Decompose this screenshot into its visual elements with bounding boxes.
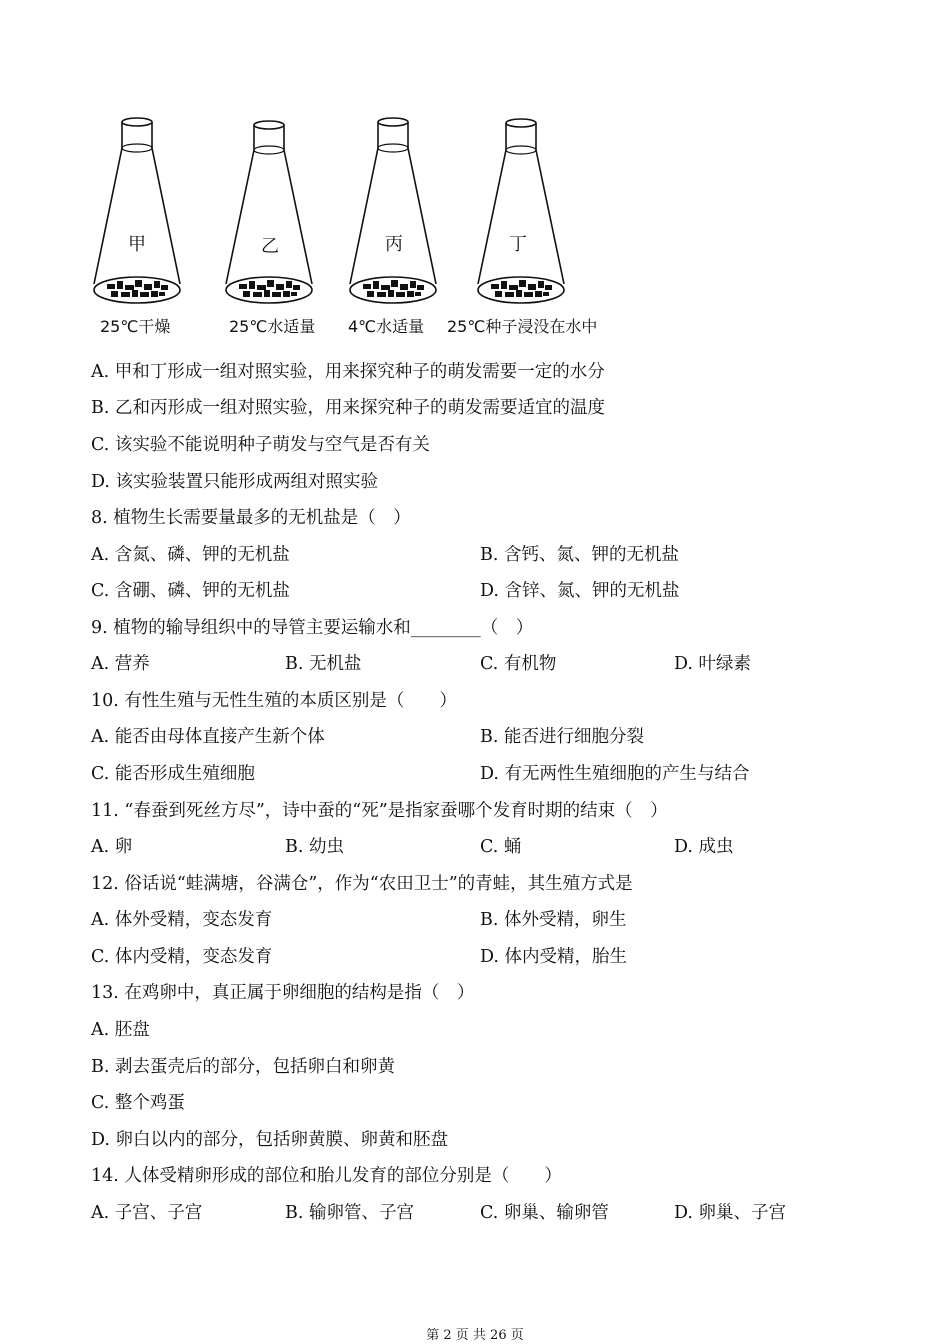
q10-stem: 10. 有性生殖与无性生殖的本质区别是（ ）: [91, 691, 457, 711]
q8-stem: 8. 植物生长需要量最多的无机盐是（ ）: [91, 508, 411, 528]
q12-option-d: D. 体内受精，胎生: [480, 947, 628, 967]
flask-yi: [226, 121, 312, 303]
q9-option-d: D. 叶绿素: [674, 654, 752, 674]
flask-label-bing: 丙: [385, 234, 403, 255]
q14-option-c: C. 卵巢、输卵管: [480, 1203, 609, 1223]
flask-label-jia: 甲: [128, 234, 146, 255]
flask-label-yi: 乙: [261, 236, 279, 257]
flask-jia: [94, 118, 180, 303]
q12-option-a: A. 体外受精，变态发育: [91, 910, 273, 930]
q12-option-b: B. 体外受精，卵生: [480, 910, 627, 930]
q13-option-d: D. 卵白以内的部分，包括卵黄膜、卵黄和胚盘: [91, 1130, 449, 1150]
flask-experiment-figure: [80, 108, 640, 340]
q11-option-a: A. 卵: [91, 837, 133, 857]
q14-stem: 14. 人体受精卵形成的部位和胎儿发育的部位分别是（ ）: [91, 1166, 562, 1186]
q14-option-a: A. 子宫、子宫: [91, 1203, 203, 1223]
q11-stem: 11. “春蚕到死丝方尽”，诗中蚕的“死”是指家蚕哪个发育时期的结束（ ）: [91, 801, 668, 821]
q9-stem: 9. 植物的输导组织中的导管主要运输水和________（ ）: [91, 618, 534, 638]
q10-option-c: C. 能否形成生殖细胞: [91, 764, 255, 784]
q14-option-d: D. 卵巢、子宫: [674, 1203, 787, 1223]
q10-option-a: A. 能否由母体直接产生新个体: [91, 727, 325, 747]
q10-option-b: B. 能否进行细胞分裂: [480, 727, 644, 747]
flask-ding: [478, 119, 564, 303]
q12-option-c: C. 体内受精，变态发育: [91, 947, 273, 967]
q13-stem: 13. 在鸡卵中，真正属于卵细胞的结构是指（ ）: [91, 983, 475, 1003]
q7-option-d: D. 该实验装置只能形成两组对照实验: [91, 472, 379, 492]
q7-option-b: B. 乙和丙形成一组对照实验，用来探究种子的萌发需要适宜的温度: [91, 398, 605, 418]
q11-option-d: D. 成虫: [674, 837, 734, 857]
flask-caption-bing: 4℃水适量: [348, 317, 425, 336]
q13-option-a: A. 胚盘: [91, 1020, 150, 1040]
q14-option-b: B. 输卵管、子宫: [285, 1203, 414, 1223]
flask-label-ding: 丁: [509, 234, 527, 255]
q7-option-c: C. 该实验不能说明种子萌发与空气是否有关: [91, 435, 430, 455]
q9-option-a: A. 营养: [91, 654, 150, 674]
page-footer: 第 2 页 共 26 页: [426, 1328, 524, 1343]
q7-option-a: A. 甲和丁形成一组对照实验，用来探究种子的萌发需要一定的水分: [91, 362, 605, 382]
q9-option-b: B. 无机盐: [285, 654, 362, 674]
q12-stem: 12. 俗话说“蛙满塘，谷满仓”，作为“农田卫士”的青蛙，其生殖方式是: [91, 874, 633, 894]
q8-option-a: A. 含氮、磷、钾的无机盐: [91, 545, 290, 565]
q8-option-c: C. 含硼、磷、钾的无机盐: [91, 581, 290, 601]
flask-bing: [350, 118, 436, 303]
q13-option-b: B. 剥去蛋壳后的部分，包括卵白和卵黄: [91, 1057, 395, 1077]
q11-option-c: C. 蛹: [480, 837, 522, 857]
q9-option-c: C. 有机物: [480, 654, 557, 674]
q10-option-d: D. 有无两性生殖细胞的产生与结合: [480, 764, 750, 784]
flask-caption-ding: 25℃种子浸没在水中: [447, 317, 598, 336]
q11-option-b: B. 幼虫: [285, 837, 344, 857]
flask-caption-jia: 25℃干燥: [100, 317, 171, 336]
flasks-drawing: [80, 108, 640, 340]
flask-caption-yi: 25℃水适量: [229, 317, 316, 336]
q8-option-b: B. 含钙、氮、钾的无机盐: [480, 545, 679, 565]
q13-option-c: C. 整个鸡蛋: [91, 1093, 185, 1113]
q8-option-d: D. 含锌、氮、钾的无机盐: [480, 581, 680, 601]
